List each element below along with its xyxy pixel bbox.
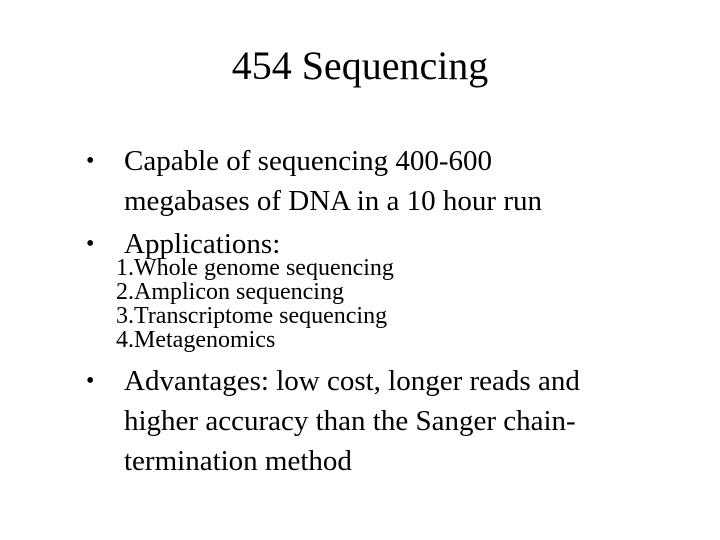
list-item: 4.Metagenomics xyxy=(116,327,276,353)
bullet-line: higher accuracy than the Sanger chain- xyxy=(124,405,576,437)
applications-list xyxy=(116,256,394,352)
list-item: 3.Transcriptome sequencing xyxy=(116,303,388,329)
bullet-line: termination method xyxy=(124,445,352,477)
bullet-line: megabases of DNA in a 10 hour run xyxy=(124,185,542,217)
bullet-text xyxy=(124,361,664,481)
bullet-line: Advantages: low cost, longer reads and xyxy=(124,365,580,397)
bullet-text xyxy=(124,141,664,221)
slide-title: 454 Sequencing xyxy=(231,43,489,88)
bullet-line: Applications: xyxy=(124,228,281,260)
list-item: 2.Amplicon sequencing xyxy=(116,279,344,305)
bullet-marker: • xyxy=(86,148,95,174)
list-item: 1.Whole genome sequencing xyxy=(116,255,394,281)
bullet-line: Capable of sequencing 400-600 xyxy=(124,145,493,177)
bullet-marker: • xyxy=(86,368,95,394)
bullet-marker: • xyxy=(86,231,95,257)
